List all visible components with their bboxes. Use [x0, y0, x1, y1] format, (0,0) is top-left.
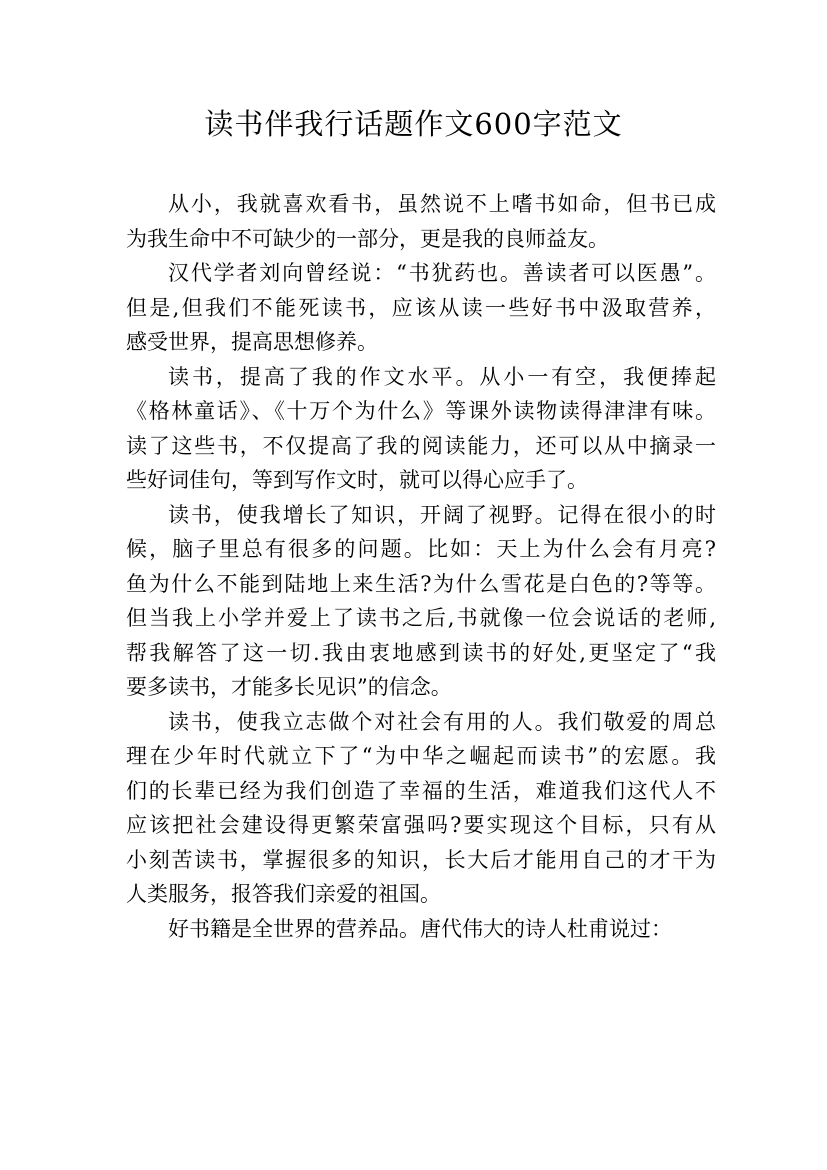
paragraph [126, 705, 716, 912]
text-line: 帮我解答了这一切.我由衷地感到读书的好处,更坚定了“我 [126, 640, 716, 665]
text-line: 读书，提高了我的作文水平。从小一有空，我便捧起 [168, 364, 716, 389]
text-line: 《格林童话》、《十万个为什么》等课外读物读得津津有味。 [126, 399, 716, 423]
text-line: 读书，使我立志做个对社会有用的人。我们敬爱的周总 [168, 709, 716, 734]
text-line: 从小，我就喜欢看书，虽然说不上嗜书如命，但书已成 [168, 192, 716, 216]
text-line: 为我生命中不可缺少的一部分，更是我的良师益友。 [126, 226, 609, 251]
paragraph [126, 912, 716, 947]
text-line: 些好词佳句，等到写作文时，就可以得心应手了。 [126, 468, 588, 492]
paragraph [126, 498, 716, 705]
text-line: 们的长辈已经为我们创造了幸福的生活，难道我们这代人不 [126, 778, 716, 803]
document-body [126, 187, 716, 946]
document-title: 读书伴我行话题作文600字范文 [204, 107, 623, 141]
paragraph [126, 360, 716, 498]
text-line: 要多读书，才能多长见识”的信念。 [126, 675, 452, 699]
text-line: 候，脑子里总有很多的问题。比如：天上为什么会有月亮? [126, 537, 716, 561]
text-line: 读了这些书，不仅提高了我的阅读能力，还可以从中摘录一 [126, 433, 716, 458]
text-line: 鱼为什么不能到陆地上来生活?为什么雪花是白色的?等等。 [126, 571, 716, 596]
paragraph [126, 256, 716, 360]
text-line: 应该把社会建设得更繁荣富强吗?要实现这个目标，只有从 [126, 813, 716, 837]
text-line: 理在少年时代就立下了“为中华之崛起而读书”的宏愿。我 [126, 744, 716, 768]
text-line: 好书籍是全世界的营养品。唐代伟大的诗人杜甫说过： [168, 916, 672, 941]
text-line: 感受世界，提高思想修养。 [126, 330, 378, 354]
text-line: 人类服务，报答我们亲爱的祖国。 [126, 882, 441, 906]
paragraph [126, 187, 716, 256]
text-line: 小刻苦读书，掌握很多的知识，长大后才能用自己的才干为 [126, 847, 716, 872]
text-line: 但当我上小学并爱上了读书之后,书就像一位会说话的老师, [126, 606, 716, 630]
text-line: 汉代学者刘向曾经说：“书犹药也。善读者可以医愚”。 [168, 261, 716, 285]
text-line: 但是,但我们不能死读书，应该从读一些好书中汲取营养， [126, 295, 716, 320]
text-line: 读书，使我增长了知识，开阔了视野。记得在很小的时 [168, 502, 716, 527]
